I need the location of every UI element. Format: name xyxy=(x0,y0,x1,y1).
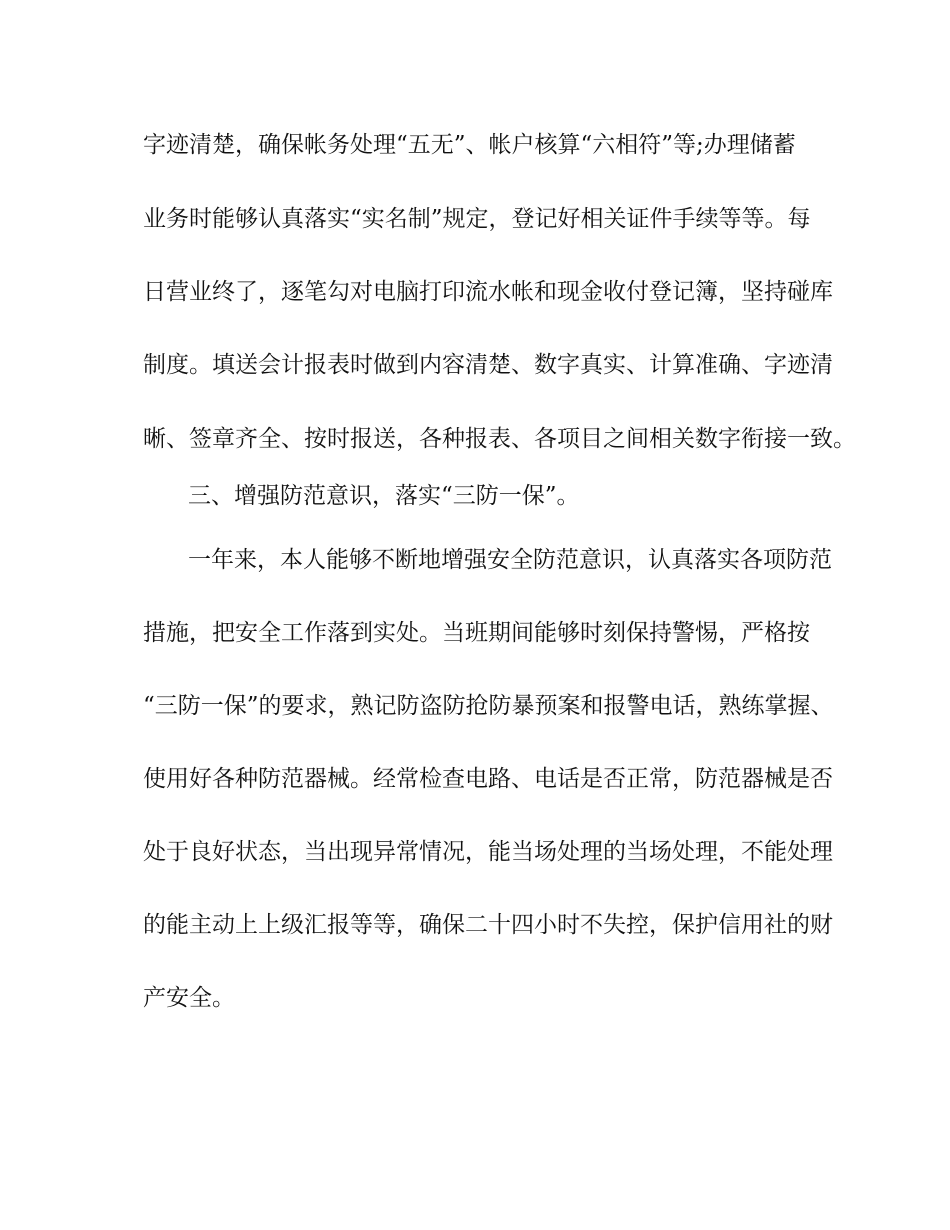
paragraph-line: “三防一保”的要求，熟记防盗防抢防暴预案和报警电话，熟练掌握、 xyxy=(143,693,834,719)
paragraph-line: 业务时能够认真落实“实名制”规定，登记好相关证件手续等等。每 xyxy=(143,206,811,232)
paragraph-line: 措施，把安全工作落到实处。当班期间能够时刻保持警惕，严格按 xyxy=(143,620,810,646)
paragraph-line: 制度。填送会计报表时做到内容清楚、数字真实、计算准确、字迹清 xyxy=(143,352,833,378)
paragraph-line: 处于良好状态，当出现异常情况，能当场处理的当场处理，不能处理 xyxy=(143,839,833,865)
paragraph-line: 日营业终了，逐笔勾对电脑打印流水帐和现金收付登记簿，坚持碰库 xyxy=(143,279,833,305)
paragraph-line: 一年来，本人能够不断地增强安全防范意识，认真落实各项防范 xyxy=(188,547,832,573)
paragraph-line: 使用好各种防范器械。经常检查电路、电话是否正常，防范器械是否 xyxy=(143,766,833,792)
paragraph-line: 字迹清楚，确保帐务处理“五无”、帐户核算“六相符”等;办理储蓄 xyxy=(143,132,796,158)
paragraph-line: 产安全。 xyxy=(143,985,235,1011)
paragraph-line: 的能主动上上级汇报等等，确保二十四小时不失控，保护信用社的财 xyxy=(143,912,833,938)
paragraph-line: 晰、签章齐全、按时报送，各种报表、各项目之间相关数字衔接一致。 xyxy=(143,426,856,452)
section-heading: 三、增强防范意识，落实“三防一保”。 xyxy=(188,483,580,509)
